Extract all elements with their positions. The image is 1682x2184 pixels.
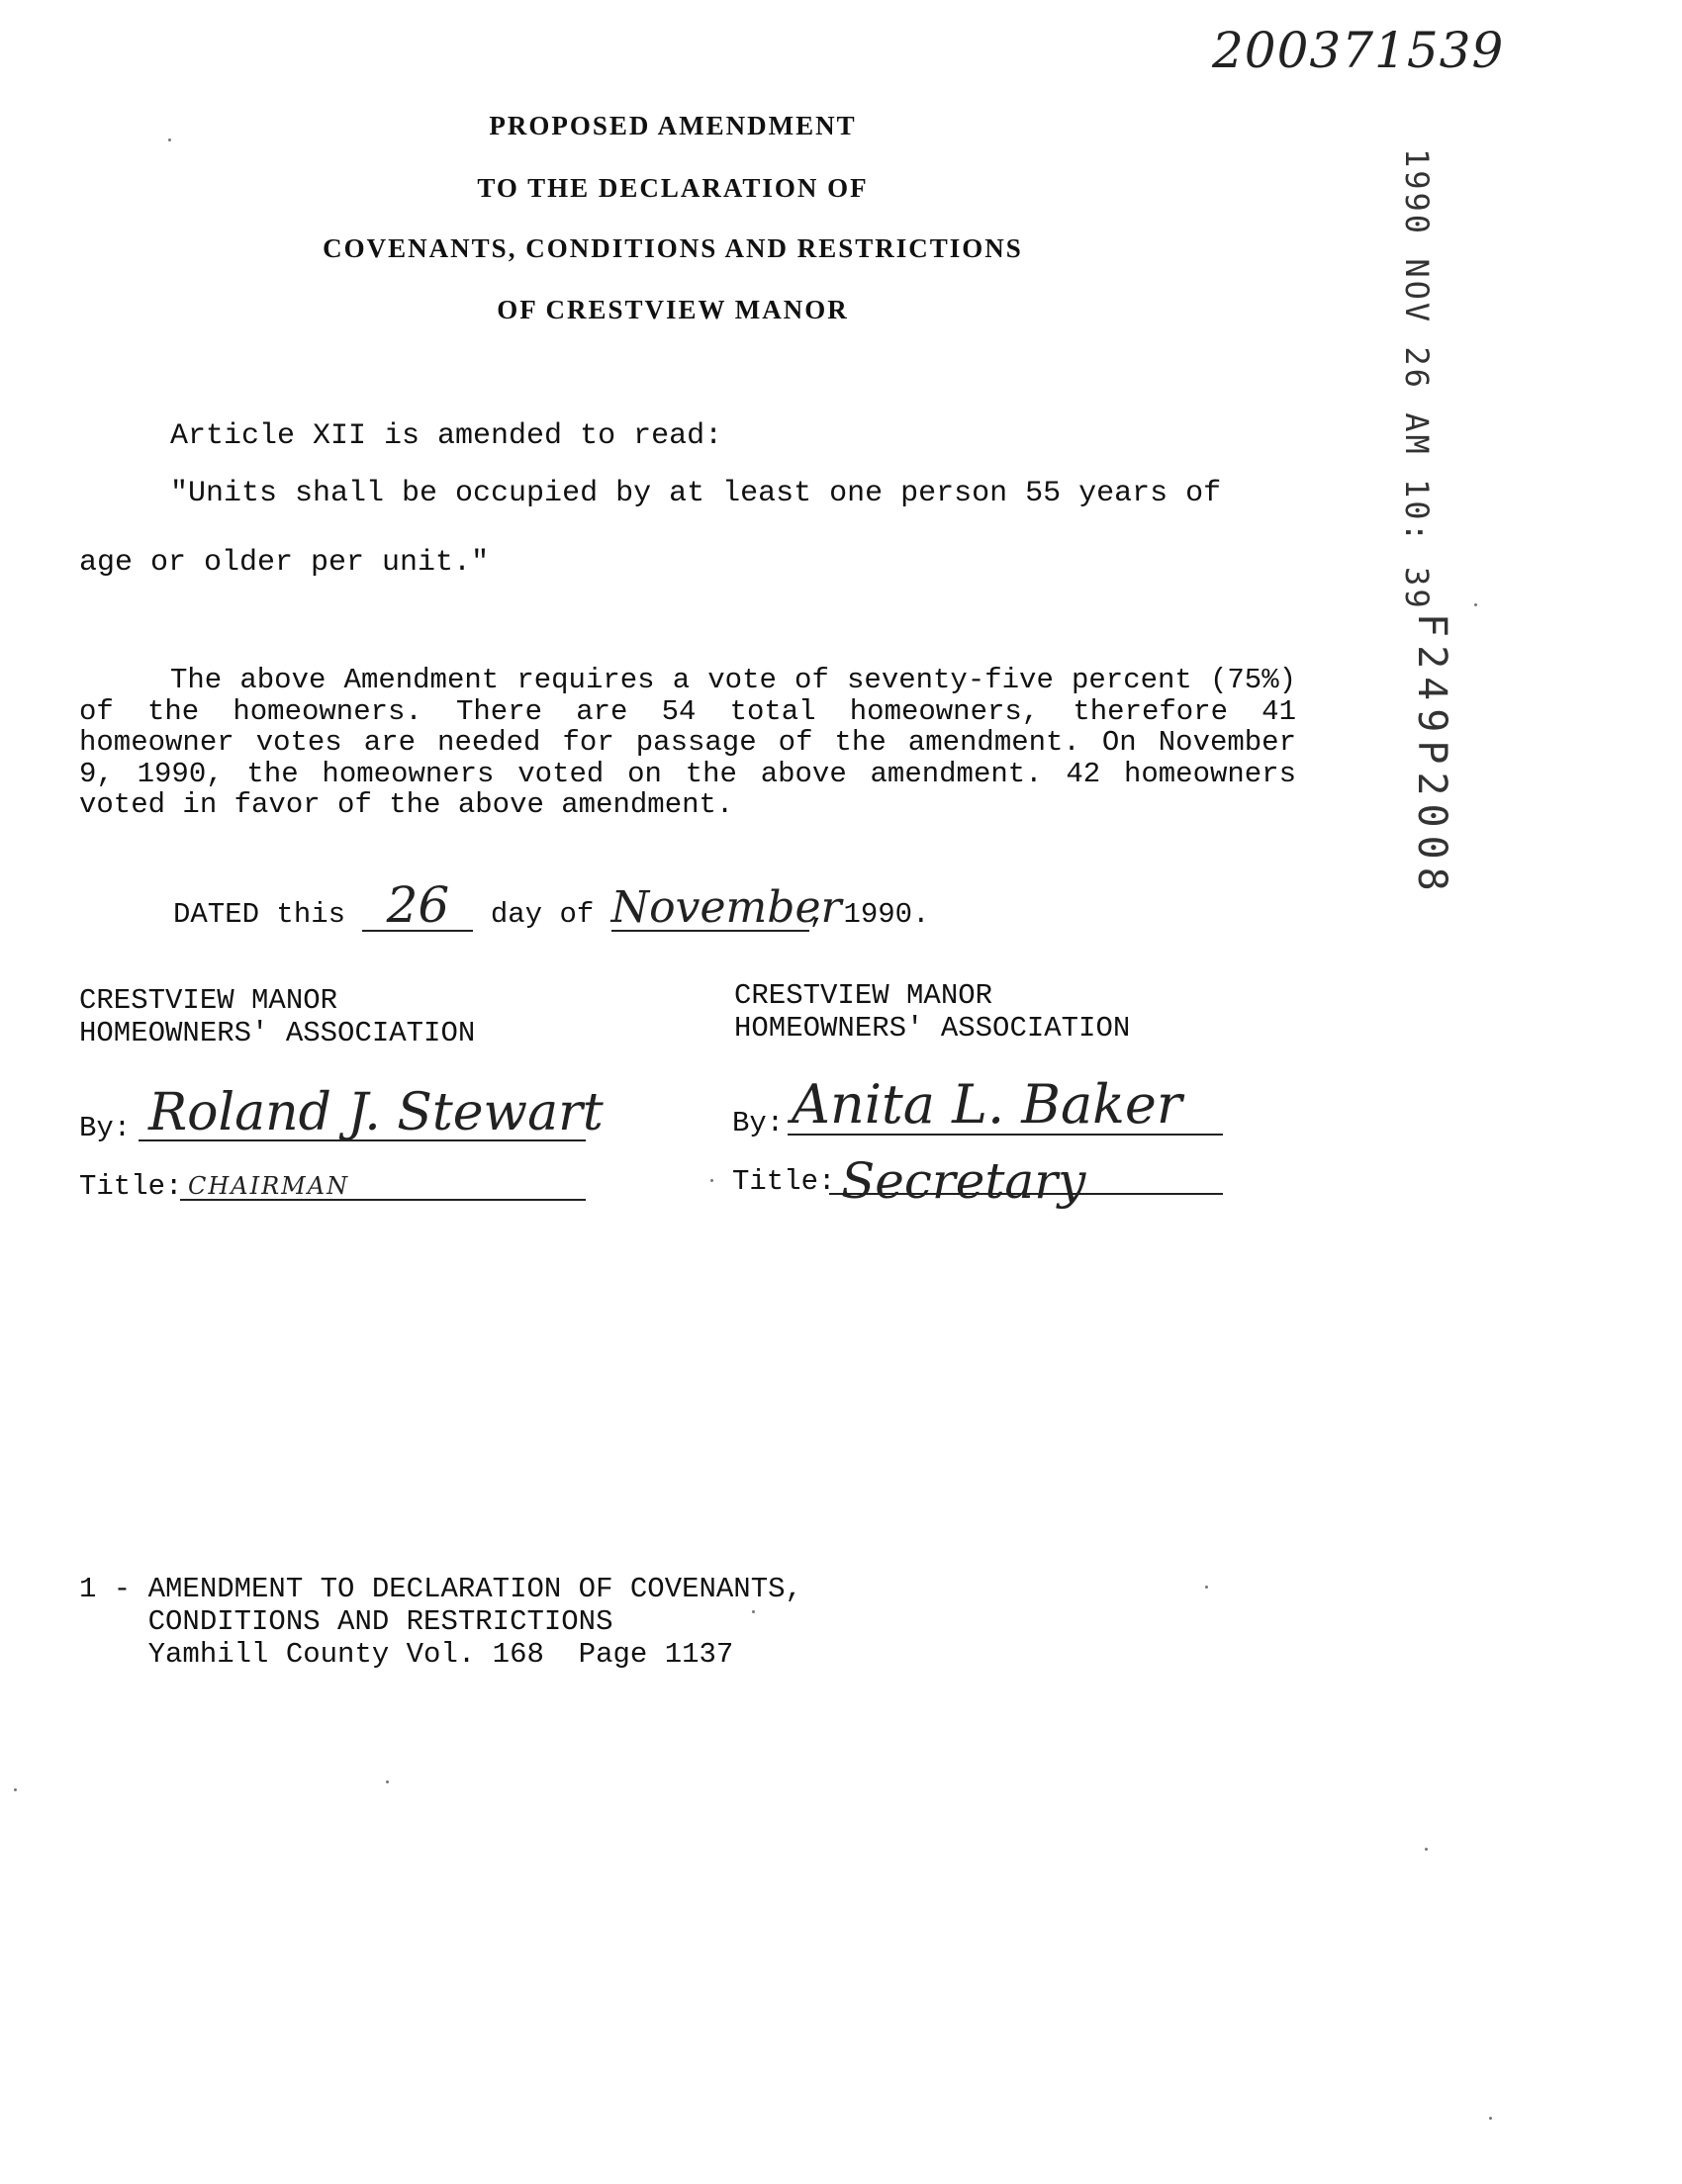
right-by-label: By: <box>732 1107 785 1139</box>
left-org-line-1: CRESTVIEW MANOR <box>79 984 338 1017</box>
left-by-label: By: <box>79 1112 132 1144</box>
footer-line-3: Yamhill County Vol. 168 Page 1137 <box>79 1638 734 1671</box>
dated-middle: day of <box>490 898 595 931</box>
scan-speck <box>14 1788 17 1791</box>
scan-speck <box>710 1179 713 1182</box>
amendment-text-line-2: age or older per unit." <box>79 546 490 580</box>
scan-speck <box>386 1780 389 1783</box>
title-line-3: COVENANTS, CONDITIONS AND RESTRICTIONS <box>323 233 1023 263</box>
dated-day: 26 <box>362 880 473 932</box>
right-title-label: Title: <box>732 1165 836 1198</box>
right-title-value: Secretary <box>841 1152 1086 1210</box>
amendment-text-line-1: "Units shall be occupied by at least one person 55 years of <box>170 477 1222 510</box>
right-signature: Anita L. Baker <box>792 1073 1182 1136</box>
title-line-2: TO THE DECLARATION OF <box>477 173 869 203</box>
vote-paragraph-text: The above Amendment requires a vote of seventy-five percent (75%) of the homeowners. There are 54 total homeowners, therefore 41 homeowner votes are needed for passage of the amendment. On November 9, 1990, the homeowners voted on the above amendment. 42 homeowners voted in favor of the above amendment. <box>79 664 1296 821</box>
scan-speck <box>1205 1586 1208 1589</box>
title-line-4: OF CRESTVIEW MANOR <box>497 295 849 324</box>
recording-stamp: 1990 NOV 26 AM 10: 39 <box>1398 148 1436 611</box>
left-title-value: CHAIRMAN <box>188 1172 350 1200</box>
left-org-line-2: HOMEOWNERS' ASSOCIATION <box>79 1017 476 1049</box>
dated-prefix: DATED this <box>173 898 346 931</box>
vote-paragraph <box>79 665 1296 821</box>
left-title-label: Title: <box>79 1170 183 1203</box>
dated-line <box>173 876 930 934</box>
dated-year: , 1990. <box>808 898 930 931</box>
scan-speck <box>1474 603 1477 606</box>
amendment-intro: Article XII is amended to read: <box>170 419 723 453</box>
scan-speck <box>1489 2117 1492 2120</box>
right-organization <box>734 979 1130 1045</box>
title-line-1: PROPOSED AMENDMENT <box>489 111 857 140</box>
scan-speck <box>168 138 171 141</box>
left-signature: Roland J. Stewart <box>148 1083 604 1142</box>
footer <box>79 1573 802 1671</box>
book-page-stamp: F249P2008 <box>1409 613 1454 899</box>
dated-month: November <box>610 882 842 933</box>
document-number: 200371539 <box>1212 22 1505 79</box>
scan-speck <box>752 1610 755 1613</box>
scan-speck <box>1425 1848 1428 1851</box>
footer-line-2: CONDITIONS AND RESTRICTIONS <box>79 1605 613 1638</box>
left-organization <box>79 984 475 1049</box>
right-org-line-2: HOMEOWNERS' ASSOCIATION <box>734 1012 1131 1045</box>
right-org-line-1: CRESTVIEW MANOR <box>734 979 993 1012</box>
footer-line-1: 1 - AMENDMENT TO DECLARATION OF COVENANTS, <box>79 1573 802 1605</box>
